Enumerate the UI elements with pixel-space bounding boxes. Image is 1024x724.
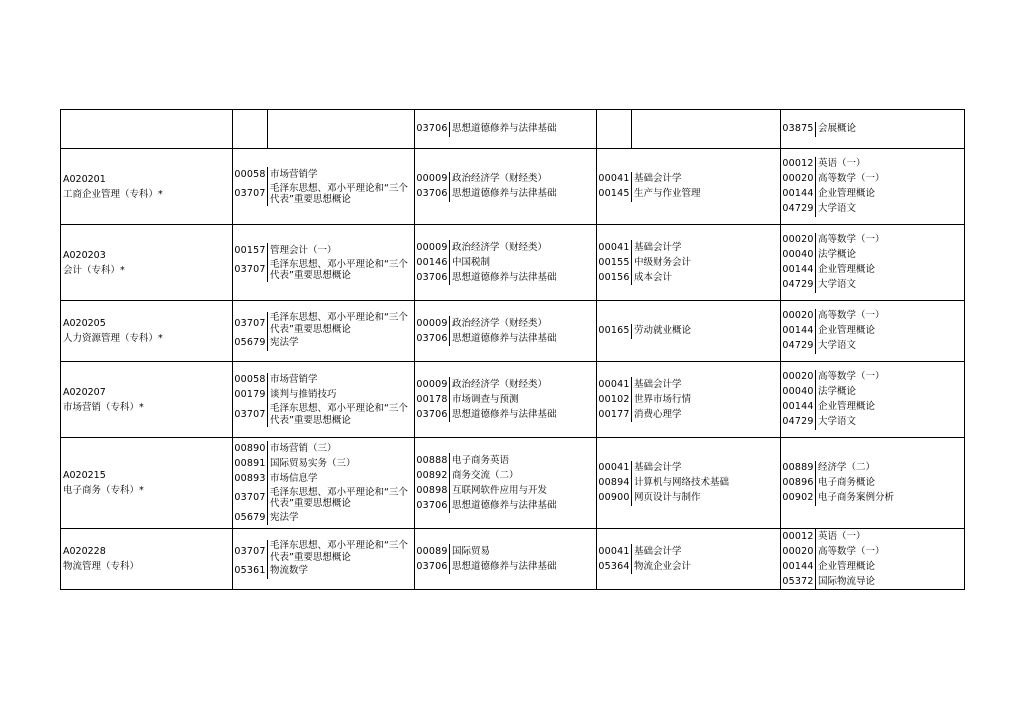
course-group-g1 — [233, 149, 415, 225]
major-name: 人力资源管理（专科）* — [63, 333, 163, 344]
major-cell — [61, 301, 233, 362]
course-entry — [415, 483, 596, 498]
table-row — [61, 529, 965, 590]
course-entry — [597, 476, 780, 491]
course-entry — [781, 122, 964, 137]
course-name: 大学语文 — [815, 202, 964, 217]
major-cell — [61, 110, 233, 149]
course-entry — [781, 574, 964, 589]
course-entry — [233, 312, 414, 336]
course-name: 物流数学 — [267, 564, 414, 579]
course-entry — [781, 187, 964, 202]
course-entry — [781, 157, 964, 172]
course-code: 03875 — [782, 123, 814, 135]
course-code: 05364 — [598, 560, 630, 572]
course-entry — [233, 182, 414, 206]
course-entry — [781, 491, 964, 506]
course-name: 中国税制 — [449, 255, 596, 270]
course-entry — [415, 544, 596, 559]
course-entry — [233, 403, 414, 427]
course-entry — [233, 456, 414, 471]
course-entry — [233, 471, 414, 486]
course-name: 高等数学（一） — [815, 172, 964, 187]
course-code: 00178 — [416, 393, 448, 405]
major-cell — [61, 149, 233, 225]
course-code: 00009 — [416, 241, 448, 253]
course-entry — [233, 336, 414, 351]
course-entry — [781, 529, 964, 544]
major-name: 物流管理（专科） — [63, 561, 140, 572]
course-entry — [781, 278, 964, 293]
course-code: 03706 — [416, 560, 448, 572]
empty-course-cell — [233, 110, 414, 148]
course-entry — [781, 233, 964, 248]
course-entry — [781, 309, 964, 324]
course-name: 法学概论 — [815, 385, 964, 400]
course-name: 市场营销学 — [267, 373, 414, 388]
course-group-g2 — [415, 529, 597, 590]
course-entry — [233, 373, 414, 388]
course-entry — [781, 324, 964, 339]
course-entry — [781, 476, 964, 491]
course-code: 00891 — [234, 457, 266, 469]
major-name: 市场营销（专科）* — [63, 401, 144, 413]
course-name: 生产与作业管理 — [631, 187, 780, 202]
major-cell — [61, 438, 233, 529]
course-name: 思想道德修养与法律基础 — [449, 122, 596, 137]
course-name: 会展概论 — [815, 122, 964, 137]
course-group-g3 — [597, 225, 781, 301]
course-group-g4 — [781, 149, 965, 225]
course-name: 国际物流导论 — [815, 574, 964, 589]
course-code: 03707 — [234, 492, 266, 504]
course-group-g2 — [415, 110, 597, 149]
course-entry — [233, 243, 414, 258]
course-entry — [781, 544, 964, 559]
course-code: 00009 — [416, 317, 448, 329]
course-entry — [415, 392, 596, 407]
course-group-g1 — [233, 301, 415, 362]
course-code: 03707 — [234, 264, 266, 276]
course-group-g1 — [233, 529, 415, 590]
course-entry — [597, 377, 780, 392]
course-entry — [415, 255, 596, 270]
course-code: 00041 — [598, 545, 630, 557]
course-code: 00165 — [598, 325, 630, 337]
course-group-g4 — [781, 301, 965, 362]
course-entry — [781, 400, 964, 415]
course-code: 00144 — [782, 401, 814, 413]
course-name: 思想道德修养与法律基础 — [449, 331, 596, 346]
major-cell — [61, 362, 233, 438]
course-entry — [597, 324, 780, 339]
course-name: 大学语文 — [815, 339, 964, 354]
course-name: 市场营销学 — [267, 167, 414, 182]
course-entry — [415, 498, 596, 513]
course-entry — [597, 544, 780, 559]
course-name: 政治经济学（财经类） — [449, 377, 596, 392]
course-group-g3 — [597, 438, 781, 529]
course-entry — [781, 385, 964, 400]
course-code: 05372 — [782, 575, 814, 587]
course-name: 网页设计与制作 — [631, 491, 780, 506]
course-code: 04729 — [782, 340, 814, 352]
empty-course-cell — [597, 110, 780, 148]
course-code: 03707 — [234, 317, 266, 329]
course-code: 00892 — [416, 469, 448, 481]
course-entry — [233, 388, 414, 403]
course-code: 05679 — [234, 511, 266, 523]
course-name: 计算机与网络技术基础 — [631, 476, 780, 491]
major-name: 会计（专科）* — [63, 264, 125, 276]
course-name: 政治经济学（财经类） — [449, 240, 596, 255]
course-group-g2 — [415, 225, 597, 301]
course-name: 毛泽东思想、邓小平理论和“三个代表”重要思想概论 — [267, 486, 414, 510]
course-schedule-table — [60, 109, 965, 590]
course-code: 04729 — [782, 203, 814, 215]
course-name: 思想道德修养与法律基础 — [449, 498, 596, 513]
course-code: 00889 — [782, 462, 814, 474]
course-code: 00890 — [234, 442, 266, 454]
course-name: 高等数学（一） — [815, 233, 964, 248]
course-code: 05679 — [234, 337, 266, 349]
course-code: 00893 — [234, 472, 266, 484]
course-group-g4 — [781, 362, 965, 438]
course-code: 00058 — [234, 374, 266, 386]
course-name: 基础会计学 — [631, 461, 780, 476]
course-name: 英语（一） — [815, 157, 964, 172]
course-group-g3 — [597, 529, 781, 590]
course-name: 市场信息学 — [267, 471, 414, 486]
course-entry — [781, 461, 964, 476]
course-name: 高等数学（一） — [815, 544, 964, 559]
course-name: 世界市场行情 — [631, 392, 780, 407]
course-name: 电子商务英语 — [449, 453, 596, 468]
course-code: 00089 — [416, 545, 448, 557]
major-code: A020228 — [63, 546, 106, 557]
course-code: 00020 — [782, 173, 814, 185]
course-entry — [781, 559, 964, 574]
course-code: 00041 — [598, 173, 630, 185]
course-name: 企业管理概论 — [815, 400, 964, 415]
course-entry — [597, 270, 780, 285]
major-code: A020215 — [63, 470, 106, 481]
course-code: 00156 — [598, 271, 630, 283]
course-group-g4 — [781, 438, 965, 529]
course-code: 03707 — [234, 188, 266, 200]
course-entry — [597, 255, 780, 270]
course-entry — [233, 486, 414, 510]
course-code: 03706 — [416, 499, 448, 511]
course-entry — [781, 370, 964, 385]
course-code: 00145 — [598, 188, 630, 200]
course-code: 00041 — [598, 378, 630, 390]
course-code: 00058 — [234, 168, 266, 180]
course-group-g4 — [781, 225, 965, 301]
course-name: 电子商务案例分析 — [815, 491, 964, 506]
course-group-g4 — [781, 529, 965, 590]
course-name: 基础会计学 — [631, 544, 780, 559]
course-entry — [597, 392, 780, 407]
major-name: 电子商务（专科）* — [63, 485, 144, 496]
course-code: 00020 — [782, 545, 814, 557]
course-name: 高等数学（一） — [815, 309, 964, 324]
course-name: 毛泽东思想、邓小平理论和“三个代表”重要思想概论 — [267, 312, 414, 336]
table-body — [61, 110, 965, 590]
course-code: 04729 — [782, 279, 814, 291]
course-code: 05361 — [234, 565, 266, 577]
course-code: 00144 — [782, 325, 814, 337]
course-code: 04729 — [782, 416, 814, 428]
course-code: 00177 — [598, 408, 630, 420]
course-group-g2 — [415, 362, 597, 438]
course-code: 00896 — [782, 477, 814, 489]
course-name: 思想道德修养与法律基础 — [449, 187, 596, 202]
course-entry — [781, 172, 964, 187]
course-code: 00041 — [598, 462, 630, 474]
course-code: 03706 — [416, 271, 448, 283]
course-name: 互联网软件应用与开发 — [449, 483, 596, 498]
course-code: 03706 — [416, 123, 448, 135]
table-row — [61, 225, 965, 301]
course-name: 基础会计学 — [631, 240, 780, 255]
course-name: 思想道德修养与法律基础 — [449, 407, 596, 422]
course-name: 思想道德修养与法律基础 — [449, 270, 596, 285]
course-code: 03707 — [234, 408, 266, 420]
course-code: 00040 — [782, 249, 814, 261]
course-name: 大学语文 — [815, 415, 964, 430]
course-group-g1 — [233, 225, 415, 301]
course-entry — [415, 468, 596, 483]
course-code: 00102 — [598, 393, 630, 405]
major-cell — [61, 529, 233, 590]
course-name: 英语（一） — [815, 529, 964, 544]
course-group-g2 — [415, 149, 597, 225]
course-entry — [233, 167, 414, 182]
table-row — [61, 149, 965, 225]
course-code: 00020 — [782, 371, 814, 383]
course-code: 00179 — [234, 389, 266, 401]
course-group-g3 — [597, 110, 781, 149]
course-entry — [233, 564, 414, 579]
course-entry — [415, 331, 596, 346]
course-entry — [415, 377, 596, 392]
course-name: 市场营销（三） — [267, 441, 414, 456]
course-group-g3 — [597, 362, 781, 438]
course-name: 物流企业会计 — [631, 559, 780, 574]
course-group-g4 — [781, 110, 965, 149]
course-code: 03706 — [416, 188, 448, 200]
course-code: 00020 — [782, 310, 814, 322]
course-code: 00155 — [598, 256, 630, 268]
course-code: 00146 — [416, 256, 448, 268]
course-code: 00012 — [782, 158, 814, 170]
course-group-g1 — [233, 438, 415, 529]
course-name: 毛泽东思想、邓小平理论和“三个代表”重要思想概论 — [267, 258, 414, 282]
major-name: 工商企业管理（专科）* — [63, 188, 163, 200]
course-code: 00040 — [782, 386, 814, 398]
course-name: 商务交流（二） — [449, 468, 596, 483]
course-name: 毛泽东思想、邓小平理论和“三个代表”重要思想概论 — [267, 182, 414, 206]
course-name: 企业管理概论 — [815, 324, 964, 339]
course-entry — [233, 540, 414, 564]
course-code: 03706 — [416, 332, 448, 344]
course-group-g3 — [597, 149, 781, 225]
course-group-g1 — [233, 110, 415, 149]
course-name: 国际贸易实务（三） — [267, 456, 414, 471]
course-entry — [781, 263, 964, 278]
course-code: 00900 — [598, 492, 630, 504]
course-code: 00009 — [416, 378, 448, 390]
course-entry — [233, 441, 414, 456]
course-group-g3 — [597, 301, 781, 362]
table-row — [61, 362, 965, 438]
major-code: A020201 — [63, 173, 106, 185]
course-name: 政治经济学（财经类） — [449, 172, 596, 187]
course-name: 谈判与推销技巧 — [267, 388, 414, 403]
table-row — [61, 438, 965, 529]
course-code: 00020 — [782, 234, 814, 246]
course-name: 毛泽东思想、邓小平理论和“三个代表”重要思想概论 — [267, 540, 414, 564]
course-name: 高等数学（一） — [815, 370, 964, 385]
table-row — [61, 301, 965, 362]
course-code: 03706 — [416, 408, 448, 420]
course-code: 00144 — [782, 264, 814, 276]
course-code: 00012 — [782, 530, 814, 542]
course-name: 市场调查与预测 — [449, 392, 596, 407]
course-name: 企业管理概论 — [815, 559, 964, 574]
major-code: A020205 — [63, 318, 106, 329]
course-entry — [415, 187, 596, 202]
course-code: 00898 — [416, 484, 448, 496]
course-entry — [597, 491, 780, 506]
course-entry — [597, 407, 780, 422]
course-entry — [415, 316, 596, 331]
major-code: A020203 — [63, 249, 106, 261]
course-entry — [415, 172, 596, 187]
course-name: 企业管理概论 — [815, 187, 964, 202]
course-entry — [781, 202, 964, 217]
course-entry — [415, 122, 596, 137]
major-cell — [61, 225, 233, 301]
course-name: 中级财务会计 — [631, 255, 780, 270]
course-name: 毛泽东思想、邓小平理论和“三个代表”重要思想概论 — [267, 403, 414, 427]
course-name: 电子商务概论 — [815, 476, 964, 491]
course-name: 思想道德修养与法律基础 — [449, 559, 596, 574]
course-name — [631, 110, 780, 148]
course-name: 基础会计学 — [631, 172, 780, 187]
course-entry — [415, 407, 596, 422]
course-name: 政治经济学（财经类） — [449, 316, 596, 331]
course-code: 00888 — [416, 454, 448, 466]
course-entry — [415, 453, 596, 468]
course-entry — [781, 339, 964, 354]
course-name: 劳动就业概论 — [631, 324, 780, 339]
course-code: 00894 — [598, 477, 630, 489]
course-entry — [597, 172, 780, 187]
course-entry — [781, 248, 964, 263]
course-entry — [597, 187, 780, 202]
course-code: 03707 — [234, 545, 266, 557]
course-group-g2 — [415, 438, 597, 529]
course-entry — [597, 240, 780, 255]
course-code: 00144 — [782, 188, 814, 200]
course-entry — [233, 258, 414, 282]
course-entry — [415, 559, 596, 574]
course-name: 企业管理概论 — [815, 263, 964, 278]
course-entry — [597, 461, 780, 476]
course-entry — [233, 510, 414, 525]
course-name: 成本会计 — [631, 270, 780, 285]
course-name — [267, 110, 414, 148]
course-name: 管理会计（一） — [267, 243, 414, 258]
major-code: A020207 — [63, 386, 106, 398]
course-name: 国际贸易 — [449, 544, 596, 559]
course-code: 00902 — [782, 492, 814, 504]
course-code: 00144 — [782, 560, 814, 572]
course-name: 宪法学 — [267, 510, 414, 525]
course-code: 00041 — [598, 241, 630, 253]
course-entry — [415, 240, 596, 255]
table-row — [61, 110, 965, 149]
course-group-g2 — [415, 301, 597, 362]
course-name: 基础会计学 — [631, 377, 780, 392]
course-name: 宪法学 — [267, 336, 414, 351]
course-code: 00157 — [234, 244, 266, 256]
course-entry — [415, 270, 596, 285]
course-group-g1 — [233, 362, 415, 438]
course-name: 大学语文 — [815, 278, 964, 293]
course-entry — [597, 559, 780, 574]
course-entry — [781, 415, 964, 430]
course-name: 消费心理学 — [631, 407, 780, 422]
course-name: 经济学（二） — [815, 461, 964, 476]
course-name: 法学概论 — [815, 248, 964, 263]
course-code: 00009 — [416, 173, 448, 185]
